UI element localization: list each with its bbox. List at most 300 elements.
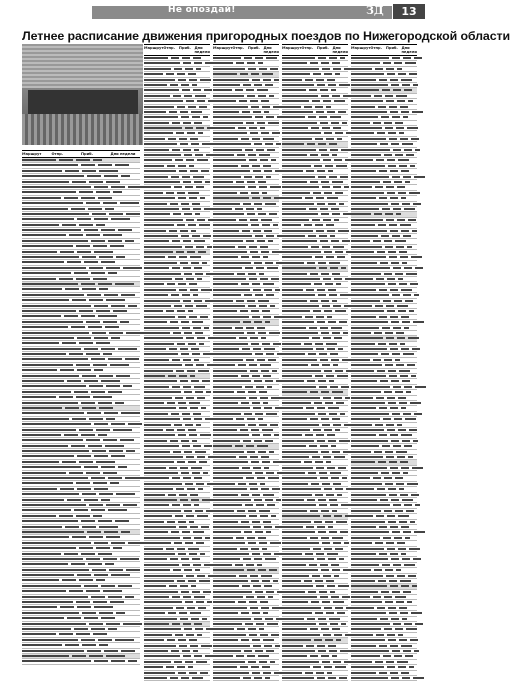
cell-text <box>311 246 319 248</box>
cell-text <box>76 159 90 161</box>
cell-text <box>258 569 266 571</box>
cell-text <box>351 213 371 215</box>
cell-text <box>128 423 142 425</box>
table-row <box>351 676 417 681</box>
cell-text <box>22 574 74 576</box>
cell-text <box>242 585 250 587</box>
cell-text <box>60 606 74 608</box>
cell-text <box>390 316 398 318</box>
cell-text <box>76 601 90 603</box>
cell-text <box>243 558 251 560</box>
cell-text <box>282 116 305 118</box>
cell-text <box>342 596 350 598</box>
cell-text <box>144 585 166 587</box>
cell-text <box>282 666 310 668</box>
cell-text <box>93 601 107 603</box>
cell-text <box>351 596 370 598</box>
cell-text <box>268 240 273 242</box>
cell-text <box>351 127 382 129</box>
cell-text <box>255 294 263 296</box>
cell-text <box>236 655 244 657</box>
cell-text <box>315 461 323 463</box>
cell-text <box>213 521 238 523</box>
cell-text <box>378 343 386 345</box>
cell-text <box>393 267 401 269</box>
cell-text <box>282 575 309 577</box>
cell-text <box>340 57 345 59</box>
cell-text <box>177 106 185 108</box>
cell-text <box>251 580 259 582</box>
cell-text <box>98 553 112 555</box>
cell-text <box>335 73 340 75</box>
cell-text <box>182 208 190 210</box>
cell-text <box>174 661 182 663</box>
cell-text <box>213 655 233 657</box>
cell-text <box>144 300 180 302</box>
cell-text <box>116 375 130 377</box>
cell-text <box>304 106 312 108</box>
cell-text <box>282 235 305 237</box>
cell-text <box>351 327 379 329</box>
cell-text <box>144 655 180 657</box>
cell-text <box>305 316 313 318</box>
cell-text <box>184 451 192 453</box>
cell-text <box>351 143 377 145</box>
cell-text <box>82 256 96 258</box>
cell-text <box>183 596 191 598</box>
cell-text <box>258 332 266 334</box>
cell-text <box>389 138 397 140</box>
cell-text <box>282 391 307 393</box>
cell-text <box>72 181 86 183</box>
cell-text <box>258 62 263 64</box>
cell-text <box>22 261 64 263</box>
cell-text <box>392 116 400 118</box>
cell-text <box>351 321 388 323</box>
cell-text <box>183 149 191 151</box>
cell-text <box>411 138 419 140</box>
cell-text <box>262 461 270 463</box>
cell-text <box>259 305 267 307</box>
cell-text <box>252 138 260 140</box>
cell-text <box>144 224 174 226</box>
cell-text <box>282 138 312 140</box>
cell-text <box>398 278 403 280</box>
cell-text <box>123 623 142 625</box>
cell-text <box>178 402 186 404</box>
cell-text <box>259 628 264 630</box>
cell-text <box>351 95 371 97</box>
cell-text <box>334 219 339 221</box>
cell-text <box>84 585 98 587</box>
cell-text <box>385 332 393 334</box>
cell-text <box>258 655 269 657</box>
cell-text <box>331 564 339 566</box>
cell-text <box>177 580 185 582</box>
cell-text <box>282 548 310 550</box>
cell-text <box>387 548 395 550</box>
cell-text <box>332 332 340 334</box>
cell-text <box>179 289 187 291</box>
cell-text <box>261 100 269 102</box>
cell-text <box>307 380 315 382</box>
cell-text <box>351 456 383 458</box>
cell-text <box>381 353 389 355</box>
cell-text <box>268 359 276 361</box>
cell-text <box>194 300 202 302</box>
cell-text <box>91 240 105 242</box>
cell-text <box>409 666 414 668</box>
cell-text <box>252 256 260 258</box>
cell-text <box>185 68 193 70</box>
cell-text <box>351 618 377 620</box>
cell-text <box>410 165 415 167</box>
cell-text <box>321 418 329 420</box>
cell-text <box>213 310 237 312</box>
cell-text <box>213 353 252 355</box>
cell-text <box>203 235 211 237</box>
cell-text <box>197 575 205 577</box>
article-title: Летнее расписание движения пригородных поездов по Нижегородской области <box>22 29 510 43</box>
cell-text <box>331 477 339 479</box>
cell-text <box>87 412 101 414</box>
cell-text <box>282 364 308 366</box>
cell-text <box>351 132 374 134</box>
cell-text <box>308 235 316 237</box>
cell-text <box>410 283 418 285</box>
cell-text <box>388 165 396 167</box>
cell-text <box>318 380 326 382</box>
cell-text <box>315 106 323 108</box>
cell-text <box>323 575 331 577</box>
cell-text <box>322 246 330 248</box>
cell-text <box>22 337 74 339</box>
cell-text <box>402 262 407 264</box>
cell-text <box>270 542 281 544</box>
cell-text <box>192 321 203 323</box>
cell-text <box>382 89 390 91</box>
cell-text <box>199 106 207 108</box>
cell-text <box>246 240 254 242</box>
cell-text <box>331 89 336 91</box>
cell-text <box>187 488 195 490</box>
cell-text <box>315 256 323 258</box>
cell-text <box>272 370 277 372</box>
cell-text <box>235 327 243 329</box>
cell-text <box>106 623 120 625</box>
cell-text <box>323 456 331 458</box>
cell-text <box>251 224 259 226</box>
cell-text <box>328 526 333 528</box>
cell-text <box>242 467 250 469</box>
cell-text <box>328 645 336 647</box>
cell-text <box>246 327 254 329</box>
cell-text <box>351 601 382 603</box>
cell-text <box>305 197 313 199</box>
cell-text <box>326 138 334 140</box>
cell-text <box>22 455 74 457</box>
cell-text <box>263 138 274 140</box>
cell-text <box>351 483 382 485</box>
cell-text <box>253 585 261 587</box>
cell-text <box>22 213 89 215</box>
cell-text <box>351 655 380 657</box>
cell-text <box>88 208 102 210</box>
cell-text <box>351 122 370 124</box>
cell-text <box>62 579 76 581</box>
cell-text <box>69 353 83 355</box>
cell-text <box>84 261 98 263</box>
cell-text <box>408 456 413 458</box>
cell-text <box>264 407 272 409</box>
cell-text <box>106 418 115 420</box>
cell-text <box>307 499 315 501</box>
cell-text <box>79 429 93 431</box>
cell-text <box>351 650 389 652</box>
cell-text <box>188 310 193 312</box>
cell-text <box>101 348 115 350</box>
cell-text <box>351 278 373 280</box>
cell-text <box>282 294 315 296</box>
cell-text <box>321 451 329 453</box>
cell-text <box>194 655 202 657</box>
column-header: Приб. <box>178 46 191 50</box>
cell-text <box>101 585 115 587</box>
cell-text <box>213 321 240 323</box>
cell-text <box>327 467 335 469</box>
cell-text <box>98 434 107 436</box>
cell-text <box>172 477 180 479</box>
cell-text <box>252 494 260 496</box>
cell-text <box>248 628 256 630</box>
cell-text <box>144 278 172 280</box>
cell-text <box>378 580 386 582</box>
cell-text <box>195 451 206 453</box>
cell-text <box>404 89 412 91</box>
cell-text <box>144 95 170 97</box>
cell-text <box>96 342 110 344</box>
cell-text <box>202 262 207 264</box>
cell-text <box>397 542 405 544</box>
cell-text <box>79 191 93 193</box>
cell-text <box>398 159 409 161</box>
cell-text <box>396 246 404 248</box>
cell-text <box>306 645 314 647</box>
cell-text <box>241 283 249 285</box>
cell-text <box>411 612 422 614</box>
cell-text <box>331 445 336 447</box>
cell-text <box>184 332 192 334</box>
cell-text <box>282 170 303 172</box>
cell-text <box>275 645 280 647</box>
cell-text <box>113 429 132 431</box>
cell-text <box>182 176 190 178</box>
cell-text <box>235 208 243 210</box>
cell-text <box>402 499 413 501</box>
cell-text <box>89 385 103 387</box>
cell-text <box>351 240 370 242</box>
cell-text <box>166 548 174 550</box>
cell-text <box>340 650 351 652</box>
cell-text <box>260 127 265 129</box>
cell-text <box>196 186 204 188</box>
cell-text <box>316 467 324 469</box>
cell-text <box>395 122 403 124</box>
cell-text <box>213 434 249 436</box>
cell-text <box>86 234 100 236</box>
cell-text <box>397 575 405 577</box>
cell-text <box>351 504 390 506</box>
cell-text <box>98 197 112 199</box>
cell-text <box>213 386 242 388</box>
cell-text <box>390 230 398 232</box>
cell-text <box>188 429 196 431</box>
table-row <box>144 676 210 681</box>
cell-text <box>282 149 316 151</box>
cell-text <box>264 170 272 172</box>
cell-text <box>120 321 129 323</box>
cell-text <box>144 159 172 161</box>
cell-text <box>103 353 112 355</box>
cell-text <box>180 348 188 350</box>
cell-text <box>243 440 251 442</box>
cell-text <box>183 267 191 269</box>
cell-text <box>115 164 129 166</box>
cell-text <box>351 521 385 523</box>
cell-text <box>181 235 189 237</box>
table-header <box>351 44 417 56</box>
cell-text <box>182 445 190 447</box>
cell-text <box>101 466 115 468</box>
cell-text <box>326 256 334 258</box>
cell-text <box>282 79 302 81</box>
cell-text <box>22 466 81 468</box>
cell-text <box>336 402 344 404</box>
cell-text <box>62 342 76 344</box>
cell-text <box>260 634 268 636</box>
cell-text <box>247 537 255 539</box>
cell-text <box>351 515 373 517</box>
cell-text <box>118 585 132 587</box>
cell-text <box>89 655 103 657</box>
cell-text <box>282 321 314 323</box>
cell-text <box>403 650 411 652</box>
cell-text <box>199 343 204 345</box>
cell-text <box>252 79 260 81</box>
cell-text <box>213 580 248 582</box>
cell-text <box>373 596 381 598</box>
cell-text <box>397 100 405 102</box>
cell-text <box>22 644 62 646</box>
schedule-column <box>282 44 348 605</box>
cell-text <box>373 359 381 361</box>
cell-text <box>264 348 275 350</box>
cell-text <box>116 493 135 495</box>
cell-text <box>308 591 316 593</box>
cell-text <box>248 661 256 663</box>
cell-text <box>308 116 316 118</box>
cell-text <box>77 606 91 608</box>
cell-text <box>263 639 274 641</box>
cell-text <box>282 122 317 124</box>
cell-text <box>261 575 272 577</box>
cell-text <box>99 644 108 646</box>
cell-text <box>393 208 401 210</box>
cell-text <box>351 57 389 59</box>
cell-text <box>213 467 239 469</box>
cell-text <box>249 246 257 248</box>
cell-text <box>22 558 83 560</box>
cell-text <box>213 440 240 442</box>
cell-text <box>377 488 385 490</box>
cell-text <box>312 337 320 339</box>
cell-text <box>321 332 329 334</box>
cell-text <box>167 521 175 523</box>
cell-text <box>188 666 193 668</box>
cell-text <box>200 79 211 81</box>
cell-text <box>144 650 168 652</box>
cell-text <box>250 456 258 458</box>
cell-text <box>89 536 103 538</box>
cell-text <box>241 494 249 496</box>
cell-text <box>213 645 250 647</box>
cell-text <box>72 418 86 420</box>
cell-text <box>185 305 193 307</box>
cell-text <box>213 57 241 59</box>
cell-text <box>243 84 251 86</box>
cell-text <box>194 149 199 151</box>
cell-text <box>282 601 308 603</box>
cell-text <box>213 672 249 674</box>
cell-text <box>64 553 78 555</box>
cell-text <box>144 461 174 463</box>
cell-text <box>172 504 180 506</box>
cell-text <box>213 106 248 108</box>
cell-text <box>93 159 102 161</box>
cell-text <box>392 353 400 355</box>
cell-text <box>115 402 124 404</box>
cell-text <box>173 451 181 453</box>
cell-text <box>196 661 207 663</box>
cell-text <box>195 273 203 275</box>
cell-text <box>144 456 183 458</box>
cell-text <box>304 580 312 582</box>
cell-text <box>22 229 81 231</box>
cell-text <box>144 181 180 183</box>
cell-text <box>319 504 327 506</box>
cell-text <box>197 159 208 161</box>
cell-text <box>74 509 88 511</box>
cell-text <box>400 612 408 614</box>
cell-text <box>213 208 232 210</box>
cell-text <box>109 569 123 571</box>
cell-text <box>89 267 103 269</box>
cell-text <box>22 310 76 312</box>
cell-text <box>383 300 391 302</box>
cell-text <box>178 283 186 285</box>
cell-text <box>185 661 193 663</box>
cell-text <box>86 472 100 474</box>
cell-text <box>181 321 189 323</box>
cell-text <box>22 547 76 549</box>
cell-text <box>103 202 117 204</box>
cell-text <box>204 327 209 329</box>
cell-text <box>79 310 93 312</box>
cell-text <box>22 175 84 177</box>
cell-text <box>393 149 401 151</box>
cell-text <box>182 57 190 59</box>
cell-text <box>262 106 270 108</box>
